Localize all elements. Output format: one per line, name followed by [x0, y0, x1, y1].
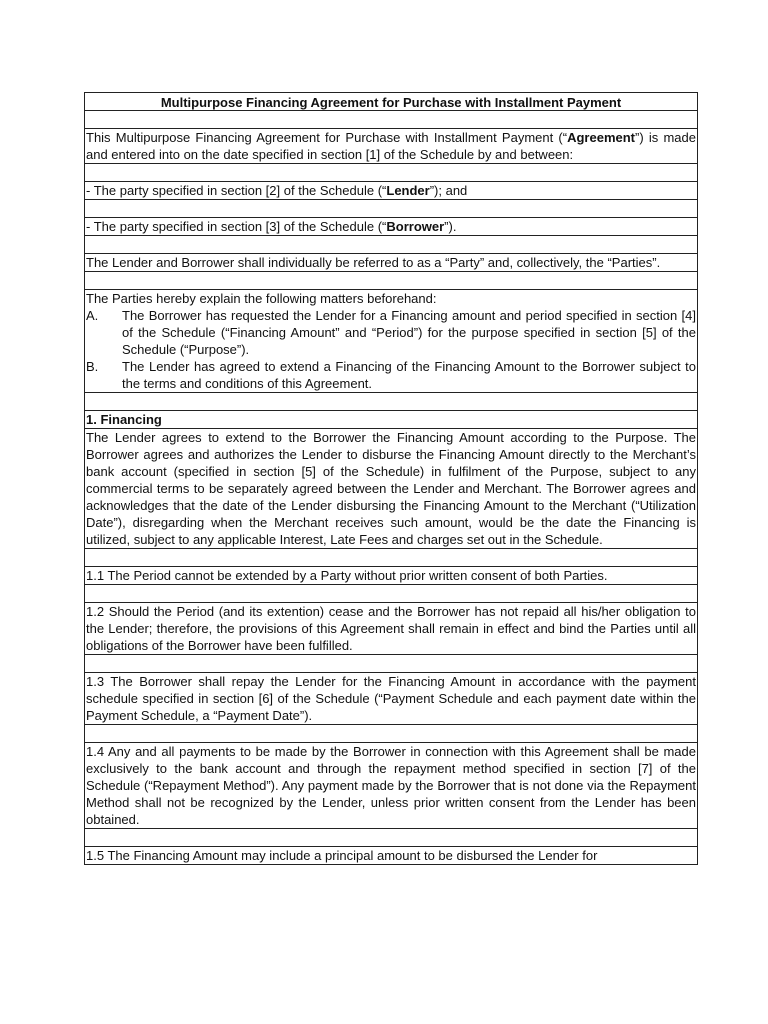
recital-text: The Lender has agreed to extend a Financing of the Financing Amount to the Borrower subject to the terms and conditions of this Agreement. [122, 359, 696, 391]
blank-row [84, 549, 698, 567]
recital-text: The Borrower has requested the Lender for a Financing amount and period specified in section [4] of the Schedule (“Financing Amount” and “Period”) for the purpose specified in section [5] of the Schedule (“Purpose”). [122, 308, 696, 357]
borrower-line-end: ”). [444, 219, 457, 234]
blank-row [84, 829, 698, 847]
recital-marker: B. [86, 359, 99, 374]
document-title: Multipurpose Financing Agreement for Purchase with Installment Payment [84, 92, 698, 111]
defined-term-agreement: Agreement [567, 130, 636, 145]
blank-row [84, 272, 698, 290]
blank-row [84, 200, 698, 218]
lender-line [84, 182, 698, 200]
borrower-line [84, 218, 698, 236]
intro-text: This Multipurpose Financing Agreement for Purchase with Installment Payment (“ [86, 130, 568, 145]
recital-marker: A. [86, 308, 99, 323]
blank-row [84, 655, 698, 673]
clause-1-5: 1.5 The Financing Amount may include a principal amount to be disbursed the Lender for [84, 847, 698, 865]
parties-paragraph: The Lender and Borrower shall individually be referred to as a “Party” and, collectively, the “Parties”. [84, 254, 698, 272]
blank-row [84, 725, 698, 743]
lender-line-text: - The party specified in section [2] of the Schedule (“ [86, 183, 387, 198]
recitals-intro: The Parties hereby explain the following matters beforehand: [86, 291, 437, 306]
clause-1-3: 1.3 The Borrower shall repay the Lender for the Financing Amount in accordance with the payment schedule specified in section [6] of the Schedule (“Payment Schedule and each payment date within the Payment Schedule, a “Payment Date”). [86, 674, 696, 723]
clause-1-4: 1.4 Any and all payments to be made by the Borrower in connection with this Agreement shall be made exclusively to the bank account and through the repayment method specified in section [7] of the Schedule (“Repayment Method”). Any payment made by the Borrower that is not done via the Repayment Method shall not be recognized by the Lender, unless prior written consent from the Lender has been obtained. [86, 744, 696, 827]
blank-row [84, 585, 698, 603]
intro-paragraph [84, 129, 698, 164]
borrower-line-text: - The party specified in section [3] of the Schedule (“ [86, 219, 387, 234]
section-body-financing: The Lender agrees to extend to the Borrower the Financing Amount according to the Purpose. The Borrower agrees and authorizes the Lender to disburse the Financing Amount directly to the Merchant’s bank account (specified in section [5] of the Schedule) in fulfilment of the Purpose, subject to any commercial terms to be separately agreed between the Lender and Merchant. The Borrower agrees and acknowledges that the date of the Lender disbursing the Financing Amount to the Merchant (“Utilization Date”), disregarding when the Merchant receives such amount, would be the date the Financing is utilized, subject to any applicable Interest, Late Fees and charges set out in the Schedule. [86, 430, 696, 547]
section-heading-financing: 1. Financing [84, 411, 698, 429]
blank-row [84, 393, 698, 411]
defined-term-borrower: Borrower [386, 219, 445, 234]
recitals [84, 290, 698, 393]
agreement-document [84, 92, 698, 865]
intro-text-end: ”) is made and entered into on the date specified in section [1] of the Schedule by and between: [86, 130, 696, 162]
blank-row [84, 236, 698, 254]
lender-line-end: ”); and [429, 183, 468, 198]
recital-item-b [86, 358, 696, 392]
blank-row [84, 111, 698, 129]
defined-term-lender: Lender [386, 183, 430, 198]
recital-item-a [86, 307, 696, 358]
clause-1-2: 1.2 Should the Period (and its extention) cease and the Borrower has not repaid all his/her obligation to the Lender; therefore, the provisions of this Agreement shall remain in effect and bind the Parties until all obligations of the Borrower have been fulfilled. [86, 604, 696, 653]
blank-row [84, 164, 698, 182]
clause-1-1: 1.1 The Period cannot be extended by a Party without prior written consent of both Parties. [84, 567, 698, 585]
